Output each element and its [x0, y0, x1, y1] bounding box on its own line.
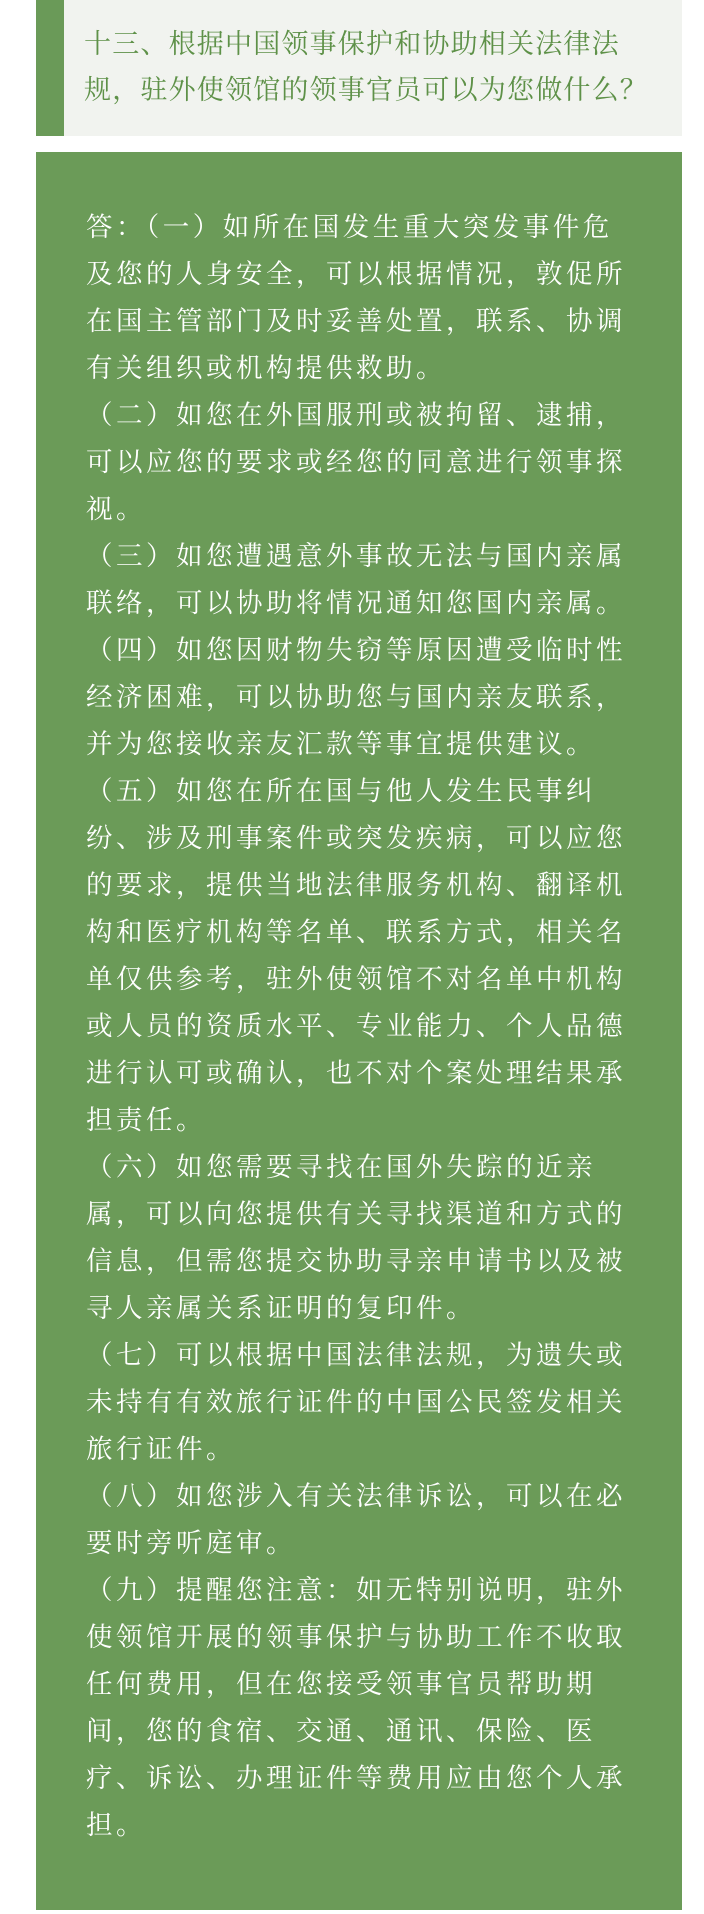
- question-accent-bar: [36, 0, 64, 136]
- answer-paragraph-9: （九）提醒您注意：如无特别说明，驻外使领馆开展的领事保护与协助工作不收取任何费用，但在您接受领事官员帮助期间，您的食宿、交通、通讯、保险、医疗、诉讼、办理证件等费用应由您个人承担。: [86, 1575, 626, 1841]
- answer-paragraph-4: （四）如您因财物失窃等原因遭受临时性经济困难，可以协助您与国内亲友联系，并为您接收亲友汇款等事宜提供建议。: [86, 635, 626, 760]
- question-title: 十三、根据中国领事保护和协助相关法律法规，驻外使领馆的领事官员可以为您做什么？: [84, 29, 648, 106]
- answer-paragraph-5: （五）如您在所在国与他人发生民事纠纷、涉及刑事案件或突发疾病，可以应您的要求，提供当地法律服务机构、翻译机构和医疗机构等名单、联系方式，相关名单仅供参考，驻外使领馆不对名单中机构或人员的资质水平、专业能力、个人品德进行认可或确认，也不对个案处理结果承担责任。: [86, 776, 626, 1136]
- answer-paragraph-3: （三）如您遭遇意外事故无法与国内亲属联络，可以协助将情况通知您国内亲属。: [86, 541, 626, 619]
- answer-paragraph-7: （七）可以根据中国法律法规，为遗失或未持有有效旅行证件的中国公民签发相关旅行证件。: [86, 1340, 626, 1465]
- answer-body: [86, 204, 638, 1849]
- answer-panel: [36, 152, 682, 1910]
- answer-paragraph-1: 答：（一）如所在国发生重大突发事件危及您的人身安全，可以根据情况，敦促所在国主管部门及时妥善处置，联系、协调有关组织或机构提供救助。: [86, 212, 626, 384]
- answer-paragraph-2: （二）如您在外国服刑或被拘留、逮捕，可以应您的要求或经您的同意进行领事探视。: [86, 400, 626, 525]
- answer-paragraph-6: （六）如您需要寻找在国外失踪的近亲属，可以向您提供有关寻找渠道和方式的信息，但需您提交协助寻亲申请书以及被寻人亲属关系证明的复印件。: [86, 1152, 626, 1324]
- question-block: [36, 0, 682, 136]
- answer-paragraph-8: （八）如您涉入有关法律诉讼，可以在必要时旁听庭审。: [86, 1481, 626, 1559]
